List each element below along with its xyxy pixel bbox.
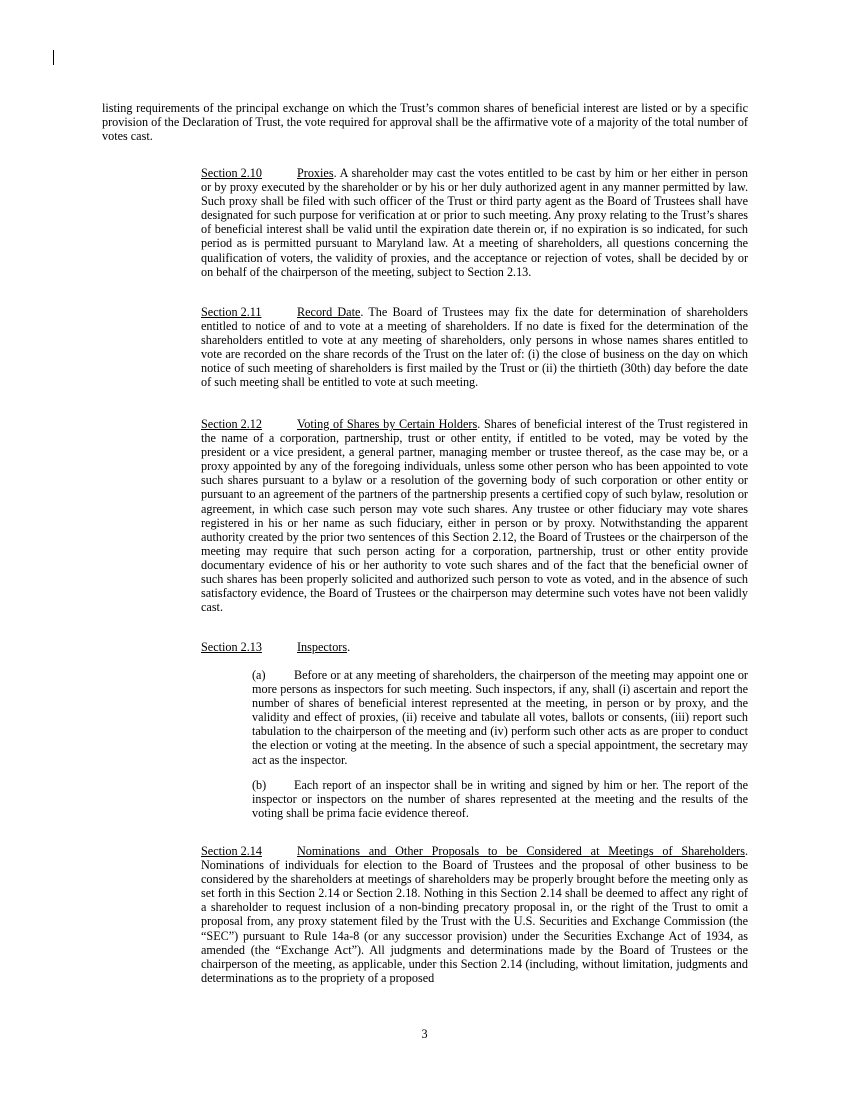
text-cursor-mark bbox=[53, 50, 54, 65]
section-title-period: . bbox=[347, 640, 351, 654]
clause-body: Each report of an inspector shall be in writing and signed by him or her. The report of the inspector or inspectors on the number of shares represented at the meeting and the results of the voting shall be prima facie evidence thereof. bbox=[252, 778, 748, 821]
section-2-13-b bbox=[102, 778, 748, 820]
section-title: Voting of Shares by Certain Holders bbox=[297, 417, 478, 431]
section-body: . Shares of beneficial interest of the Trust registered in the name of a corporation, partnership, trust or other entity, if entitled to be voted, may be voted by the president or a vice president, a general partner, managing member or trustee thereof, as the case may be, or a proxy appointed by any of the foregoing individuals, unless some other person who has been appointed to vote such shares pursuant to a bylaw or a resolution of the governing body of such corporation or other entity or pursuant to an agreement of the partners of the partnership presents a certified copy of such bylaw, resolution or agreement, in which case such person may vote such shares. Any trustee or other fiduciary may vote shares registered in his or her name as such fiduciary, either in person or by proxy. Notwithstanding the apparent authority created by the prior two sentences of this Section 2.12, the Board of Trustees or the chairperson of the meeting may require that such person acting for a corporation, partnership, trust or other entity provide documentary evidence of his or her authority to vote such shares and of the fact that the beneficial owner of such shares has been properly solicited and authorized such person to vote as voted, and in the absence of such satisfactory evidence, the Board of Trustees or the chairperson may determine such votes have not been validly cast. bbox=[201, 417, 748, 615]
section-body: . The Board of Trustees may fix the date for determination of shareholders entitled to notice of and to vote at a meeting of shareholders. If no date is fixed for the determination of the shareholders entitled to vote at any meeting of shareholders, only persons in whose names shares entitled to vote are recorded on the share records of the Trust on the later of: (i) the close of business on the day on which notice of such meeting of shareholders is first mailed by the Trust or (ii) the thirtieth (30th) day before the date of such meeting shall be entitled to vote at such meeting. bbox=[201, 305, 749, 390]
section-2-14 bbox=[102, 844, 748, 985]
clause-marker: (a) bbox=[252, 668, 266, 682]
section-number: Section 2.11 bbox=[201, 305, 262, 319]
section-number: Section 2.12 bbox=[201, 417, 262, 431]
clause-marker: (b) bbox=[252, 778, 267, 792]
section-2-10 bbox=[102, 166, 748, 279]
section-2-12 bbox=[102, 417, 748, 614]
section-2-13-heading bbox=[102, 640, 748, 654]
section-title: Nominations and Other Proposals to be Considered at Meetings of Shareholders bbox=[297, 844, 745, 858]
section-2-13-a bbox=[102, 668, 748, 767]
section-number: Section 2.10 bbox=[201, 166, 262, 180]
section-title: Inspectors bbox=[297, 640, 348, 654]
clause-body: Before or at any meeting of shareholders, the chairperson of the meeting may appoint one or more persons as inspectors for such meeting. Such inspectors, if any, shall (i) ascertain and report the number of shares of beneficial interest represented at the meeting, in person or by proxy, and the validity and effect of proxies, (ii) receive and tabulate all votes, ballots or consents, (iii) report such tabulation to the chairperson of the meeting and (iv) perform such other acts as are proper to conduct the election or voting at the meeting. In the absence of such a special appointment, the secretary may act as the inspector. bbox=[252, 668, 748, 767]
page-number: 3 bbox=[421, 1027, 428, 1041]
intro-paragraph: listing requirements of the principal exchange on which the Trust’s common shares of beneficial interest are listed or by a specific provision of the Declaration of Trust, the vote required for approval shall be the affirmative vote of a majority of the total number of votes cast. bbox=[102, 101, 748, 144]
section-number: Section 2.13 bbox=[201, 640, 262, 654]
section-title: Proxies bbox=[297, 166, 334, 180]
section-body: . A shareholder may cast the votes entitled to be cast by him or her either in person or by proxy executed by the shareholder or by his or her duly authorized agent in any manner permitted by law. Such proxy shall be filed with such officer of the Trust or third party agent as the Board of Trustees shall have designated for such purpose for verification at or prior to such meeting. Any proxy relating to the Trust’s shares of beneficial interest shall be valid until the expiration date therein or, if no expiration is so indicated, for such period as is permitted pursuant to Maryland law. At a meeting of shareholders, all questions concerning the qualification of voters, the validity of proxies, and the acceptance or rejection of votes, shall be decided by or on behalf of the chairperson of the meeting, subject to Section 2.13. bbox=[201, 166, 748, 279]
section-body: . Nominations of individuals for election to the Board of Trustees and the proposal of other business to be considered by the shareholders at meetings of shareholders may be properly brought before the meeting only as set forth in this Section 2.14 or Section 2.18. Nothing in this Section 2.14 shall be deemed to affect any right of a shareholder to request inclusion of a non-binding precatory proposal in, or the right of the Trust to omit a proposal from, any proxy statement filed by the Trust with the U.S. Securities and Exchange Commission (the “SEC”) pursuant to Rule 14a-8 (or any successor provision) under the Securities Exchange Act of 1934, as amended (the “Exchange Act”). All judgments and determinations made by the Board of Trustees or the chairperson of the meeting, as applicable, under this Section 2.14 (including, without limitation, judgments and determinations as to the propriety of a proposed bbox=[201, 844, 748, 985]
section-2-11 bbox=[102, 305, 748, 390]
section-number: Section 2.14 bbox=[201, 844, 262, 858]
section-title: Record Date bbox=[297, 305, 361, 319]
